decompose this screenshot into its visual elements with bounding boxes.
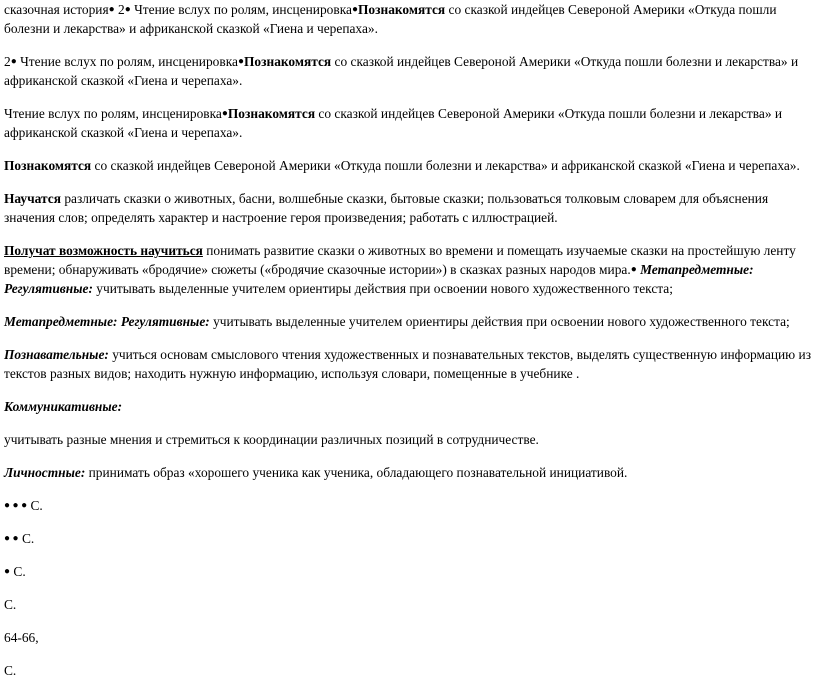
section-label: Личностные: [4,465,86,480]
bullet-icon: ● [10,56,17,67]
list-line-2: ● ● С. [4,531,35,546]
paragraph-7: Метапредметные: Регулятивные: учитывать выделенные учителем ориентиры действия при освоении нового художественного текста; [4,314,790,329]
paragraph-1: сказочная история● 2● Чтение вслух по ролям, инсценировка●Познакомятся со сказкой индейцев Североной Америки «Откуда пошли болезни и лекарства» и африканской сказкой «Гиена и черепаха». [4,2,777,36]
bold-term: Познакомятся [243,54,332,69]
paragraph-9 [4,397,812,416]
bullet-icon: ● [237,56,244,67]
paragraph-10: учитывать разные мнения и стремиться к координации различных позиций в сотрудничестве. [4,432,539,447]
list-line-3: ● С. [4,564,26,579]
bullet-icon: ● ● ● [4,500,28,511]
paragraph-6: Получат возможность научиться понимать развитие сказки о животных во времени и помещать изучаемые сказки на простейшую ленту времени; обнаруживать «бродячие» сюжеты («бродячие сказочные истории») в сказках разных народов мира.● Метапредметные: Регулятивные: учитывать выделенные учителем ориентиры действия при освоении нового художественного текста; [4,243,796,296]
list-line-4: С. [4,597,17,612]
list-line-6: С. [4,663,17,678]
bullet-icon: ● [351,4,358,15]
list-line-1: ● ● ● С. [4,498,43,513]
paragraph-11: Личностные: принимать образ «хорошего ученика как ученика, обладающего познавательной инициативой. [4,465,628,480]
bullet-icon: ● [124,4,131,15]
bullet-icon: ● [221,108,228,119]
paragraph-3: Чтение вслух по ролям, инсценировка●Познакомятся со сказкой индейцев Североной Америки «Откуда пошли болезни и лекарства» и африканской сказкой «Гиена и черепаха». [4,106,783,140]
bold-term: Познакомятся [227,106,316,121]
section-label: Метапредметные: Регулятивные: [4,262,754,296]
bullet-icon: ● [108,4,115,15]
paragraph-4: Познакомятся со сказкой индейцев Североной Америки «Откуда пошли болезни и лекарства» и африканской сказкой «Гиена и черепаха». [4,158,800,173]
list-line-5: 64-66, [4,630,39,645]
bullet-icon: ● [4,566,11,577]
bold-term: Получат возможность научиться [4,243,203,258]
paragraph-2: 2● Чтение вслух по ролям, инсценировка●Познакомятся со сказкой индейцев Североной Америки «Откуда пошли болезни и лекарства» и африканской сказкой «Гиена и черепаха». [4,54,799,88]
paragraph-5: Научатся различать сказки о животных, басни, волшебные сказки, бытовые сказки; пользоваться толковым словарем для объяснения значения слов; определять характер и настроение героя произведения; работать с иллюстрацией. [4,191,769,225]
section-label: Коммуникативные: [4,399,123,414]
bold-term: Познакомятся [357,2,446,17]
bullet-icon: ● [630,264,637,275]
paragraph-8: Познавательные: учиться основам смыслового чтения художественных и познавательных текстов, выделять существенную информацию из текстов разных видов; находить нужную информацию, используя словари, помещенные в учебнике . [4,347,811,381]
bold-term: Научатся [4,191,61,206]
section-label: Метапредметные: Регулятивные: [4,314,210,329]
bold-term: Познакомятся [4,158,92,173]
section-label: Познавательные: [4,347,109,362]
bullet-icon: ● ● [4,533,19,544]
